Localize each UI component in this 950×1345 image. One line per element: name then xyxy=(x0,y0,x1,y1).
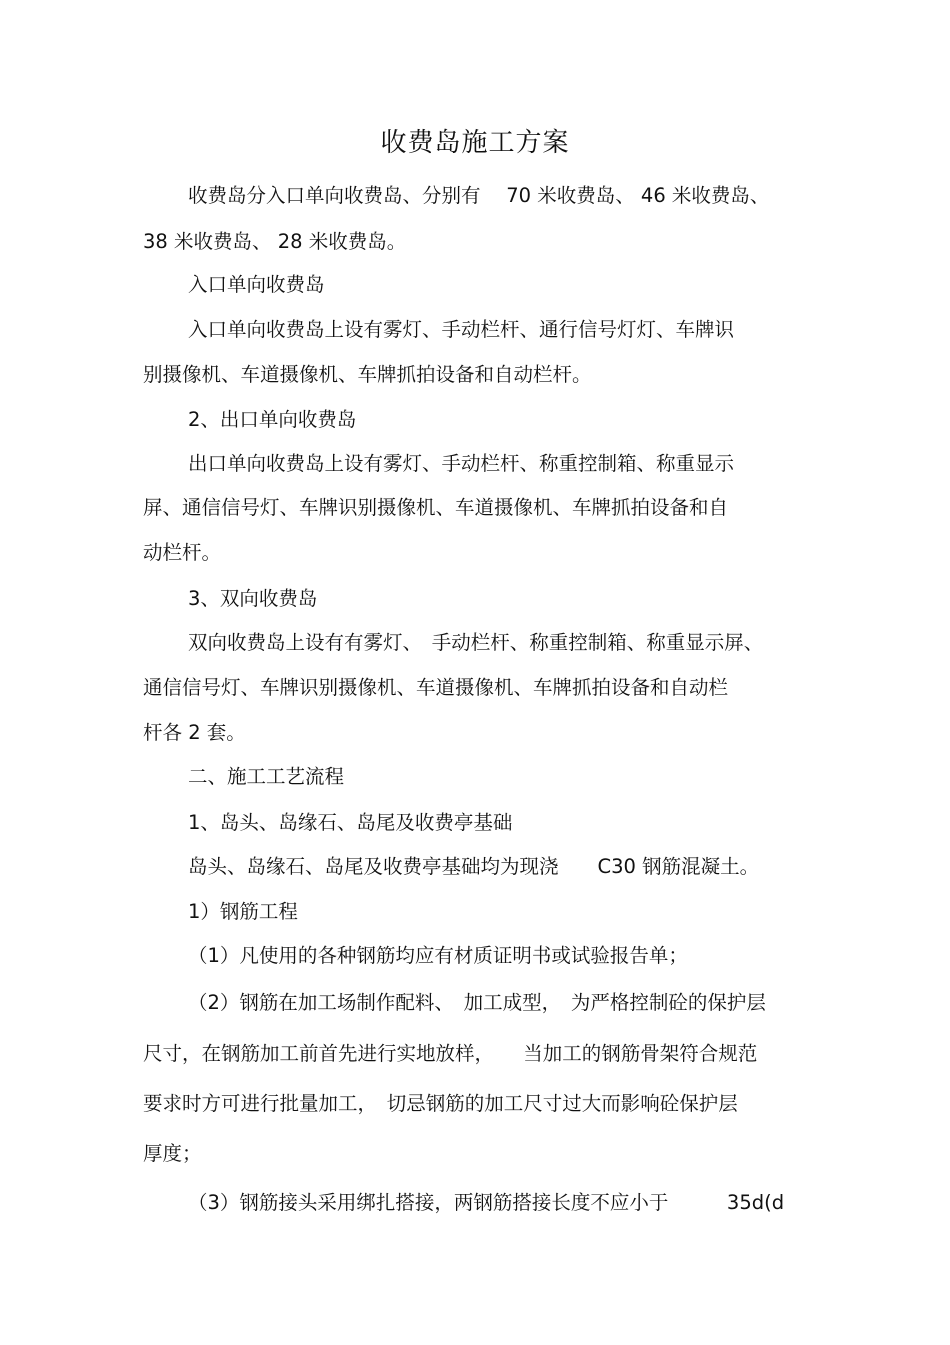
paragraph-line-16: 厚度； xyxy=(143,1142,202,1165)
paragraph-line-7: 动栏杆。 xyxy=(143,541,222,564)
paragraph-line-9: 通信信号灯、车牌识别摄像机、车道摄像机、车牌抓拍设备和自动栏 xyxy=(143,676,729,699)
section-heading-bidirectional: 3、双向收费岛 xyxy=(188,587,318,610)
paragraph-line-10: 杆各 2 套。 xyxy=(143,721,246,744)
paragraph-line-2: 38 米收费岛、 28 米收费岛。 xyxy=(143,230,407,253)
document-title: 收费岛施工方案 xyxy=(380,128,570,158)
paragraph-line-1: 收费岛分入口单向收费岛、分别有 70 米收费岛、 46 米收费岛、 xyxy=(188,184,770,207)
paragraph-line-8: 双向收费岛上设有有雾灯、 手动栏杆、称重控制箱、称重显示屏、 xyxy=(188,631,764,654)
section-heading-entry: 入口单向收费岛 xyxy=(188,273,325,296)
paragraph-line-15: 要求时方可进行批量加工， 切忌钢筋的加工尺寸过大而影响砼保护层 xyxy=(143,1092,738,1115)
paragraph-line-14: 尺寸，在钢筋加工前首先进行实地放样， 当加工的钢筋骨架符合规范 xyxy=(143,1042,758,1065)
paragraph-line-5: 出口单向收费岛上设有雾灯、手动栏杆、称重控制箱、称重显示 xyxy=(188,452,735,475)
paragraph-line-11: 岛头、岛缘石、岛尾及收费亭基础均为现浇 C30 钢筋混凝土。 xyxy=(188,855,760,878)
subsection-heading-foundation: 1、岛头、岛缘石、岛尾及收费亭基础 xyxy=(188,811,513,834)
paragraph-line-13: （2）钢筋在加工场制作配料、 加工成型， 为严格控制砼的保护层 xyxy=(188,991,766,1014)
paragraph-line-17: （3）钢筋接头采用绑扎搭接，两钢筋搭接长度不应小于 35d(d xyxy=(188,1191,785,1214)
paragraph-line-12: （1）凡使用的各种钢筋均应有材质证明书或试验报告单； xyxy=(188,944,688,967)
section-heading-process: 二、施工工艺流程 xyxy=(188,765,345,788)
paragraph-line-6: 屏、通信信号灯、车牌识别摄像机、车道摄像机、车牌抓拍设备和自 xyxy=(143,496,729,519)
paragraph-line-3: 入口单向收费岛上设有雾灯、手动栏杆、通行信号灯灯、车牌识 xyxy=(188,318,735,341)
subsection-heading-rebar: 1）钢筋工程 xyxy=(188,900,298,923)
paragraph-line-4: 别摄像机、车道摄像机、车牌抓拍设备和自动栏杆。 xyxy=(143,363,592,386)
section-heading-exit: 2、出口单向收费岛 xyxy=(188,408,357,431)
